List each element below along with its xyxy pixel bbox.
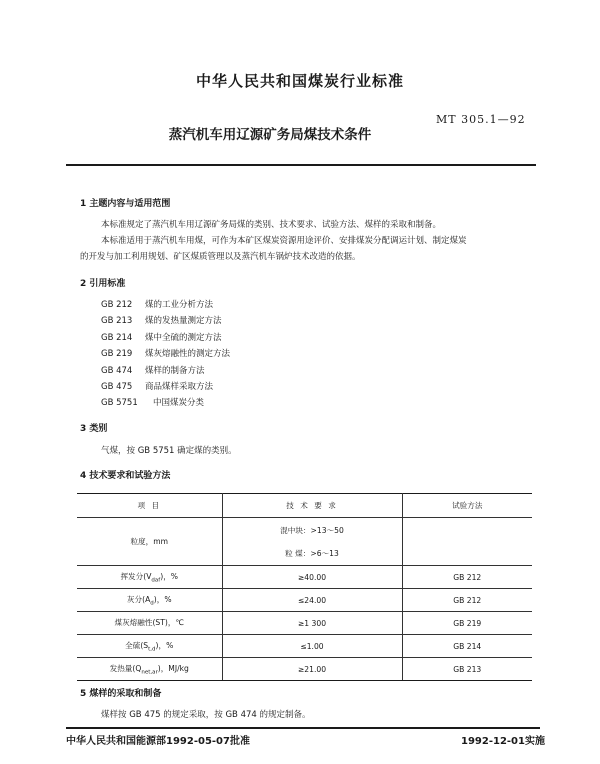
- cell-method: [402, 518, 532, 566]
- issue-date: 中华人民共和国能源部1992-05-07批准: [66, 736, 250, 747]
- section-5-paragraph: 煤样按 GB 475 的规定采取，按 GB 474 的规定制备。: [101, 710, 311, 720]
- section-1-paragraph-2: 本标准适用于蒸汽机车用煤，可作为本矿区煤炭资源用途评价、安排煤炭分配调运计划、制定煤炭: [101, 236, 467, 246]
- section-1-paragraph-1: 本标准规定了蒸汽机车用辽源矿务局煤的类别、技术要求、试验方法、煤样的采取和制备。: [101, 220, 442, 230]
- table-row: [77, 518, 532, 566]
- cell-item: 发热量$(Q_{net,ar})$，MJ/kg: [77, 658, 222, 681]
- table-row: [77, 635, 532, 658]
- cell-method: GB 212: [402, 566, 532, 589]
- reference-item: GB 219 煤灰熔融性的测定方法: [101, 349, 231, 359]
- cell-method: GB 214: [402, 635, 532, 658]
- cell-item: 全硫$(S_{t,d})$，%: [77, 635, 222, 658]
- cell-requirement: ≤24.00: [222, 589, 402, 612]
- header-rule: [66, 164, 536, 166]
- reference-item: GB 475 商品煤样采取方法: [101, 382, 214, 392]
- column-header-method: 试验方法: [402, 494, 532, 518]
- section-2-heading: 2 引用标准: [80, 279, 126, 289]
- cell-item: 煤灰熔融性(ST)，℃: [77, 612, 222, 635]
- cell-item: 粒度，mm: [77, 518, 222, 566]
- column-header-requirement: 技 术 要 求: [222, 494, 402, 518]
- reference-item: GB 5751 中国煤炭分类: [101, 398, 205, 408]
- section-4-heading: 4 技术要求和试验方法: [80, 471, 171, 481]
- cell-method: GB 213: [402, 658, 532, 681]
- cell-requirement: ≥1 300: [222, 612, 402, 635]
- size-requirement-1: 混中块：>13～50: [280, 525, 344, 535]
- section-1-heading: 1 主题内容与适用范围: [80, 199, 171, 209]
- table-header-row: [77, 494, 532, 518]
- reference-item: GB 214 煤中全硫的测定方法: [101, 333, 222, 343]
- cell-requirement: ≥40.00: [222, 566, 402, 589]
- reference-item: GB 213 煤的发热量测定方法: [101, 316, 222, 326]
- cell-item: 挥发分$(V_{daf})$，%: [77, 566, 222, 589]
- reference-item: GB 474 煤样的制备方法: [101, 366, 205, 376]
- technical-requirements-table: [77, 493, 532, 681]
- cell-requirement: [222, 518, 402, 566]
- cell-method: GB 212: [402, 589, 532, 612]
- cell-method: GB 219: [402, 612, 532, 635]
- standard-number: MT 305.1—92: [436, 113, 526, 126]
- effective-date: 1992-12-01实施: [461, 736, 545, 747]
- cell-requirement: ≤1.00: [222, 635, 402, 658]
- header-title: 中华人民共和国煤炭行业标准: [195, 72, 404, 90]
- cell-requirement: ≥21.00: [222, 658, 402, 681]
- footer-rule: [66, 727, 540, 729]
- size-requirement-2: 粒 煤：>6～13: [285, 548, 339, 558]
- table-row: [77, 612, 532, 635]
- section-3-heading: 3 类别: [80, 424, 108, 434]
- table-row: [77, 566, 532, 589]
- section-1-paragraph-2-cont: 的开发与加工利用规划、矿区煤质管理以及蒸汽机车锅炉技术改造的依据。: [80, 252, 361, 262]
- reference-item: GB 212 煤的工业分析方法: [101, 300, 214, 310]
- cell-item: 灰分$(A_d)$，%: [77, 589, 222, 612]
- table-row: [77, 589, 532, 612]
- section-5-heading: 5 煤样的采取和制备: [80, 689, 162, 699]
- section-3-paragraph: 气煤，按 GB 5751 确定煤的类别。: [101, 446, 237, 456]
- table-row: [77, 658, 532, 681]
- document-title: 蒸汽机车用辽源矿务局煤技术条件: [168, 127, 372, 143]
- column-header-item: 项 目: [77, 494, 222, 518]
